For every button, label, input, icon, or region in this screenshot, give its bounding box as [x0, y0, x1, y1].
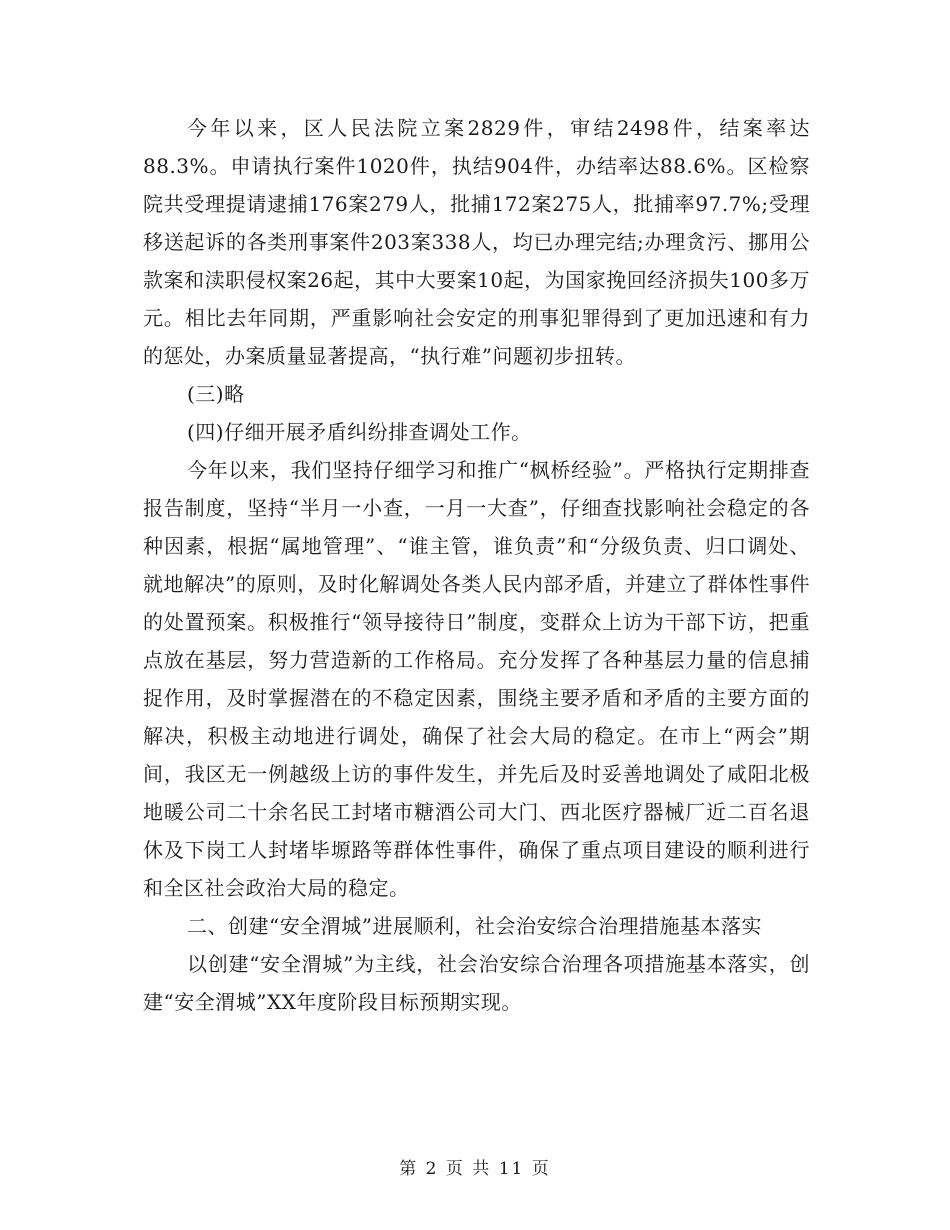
paragraph-section-two-heading: 二、创建“安全渭城”进展顺利，社会治安综合治理措施基本落实 — [187, 914, 762, 938]
paragraph-section-four-heading: (四)仔细开展矛盾纠纷排查调处工作。 — [187, 420, 532, 444]
paragraph-safe-weicheng: 以创建“安全渭城”为主线，社会治安综合治理各项措施基本落实，创建“安全渭城”XX年度阶段目标预期实现。 — [143, 952, 810, 1014]
paragraph-court-statistics: 今年以来，区人民法院立案2829件，审结2498件，结案率达88.3%。申请执行案件1020件，执结904件，办结率达88.6%。区检察院共受理提请逮捕176案279人，批捕172案275人，批捕率97.7%;受理移送起诉的各类刑事案件203案338人，均已办理完结;办理贪污、挪用公款案和渎职侵权案26起，其中大要案10起，为国家挽回经济损失100多万元。相比去年同期，严重影响社会安定的刑事犯罪得到了更加迅速和有力的惩处，办案质量显著提高，“执行难”问题初步扭转。 — [143, 116, 810, 368]
paragraph-dispute-mediation: 今年以来，我们坚持仔细学习和推广“枫桥经验”。严格执行定期排查报告制度，坚持“半月一小查，一月一大查”，仔细查找影响社会稳定的各种因素，根据“属地管理”、“谁主管，谁负责”和“分级负责、归口调处、就地解决”的原则，及时化解调处各类人民内部矛盾，并建立了群体性事件的处置预案。积极推行“领导接待日”制度，变群众上访为干部下访，把重点放在基层，努力营造新的工作格局。充分发挥了各种基层力量的信息捕捉作用，及时掌握潜在的不稳定因素，围绕主要矛盾和矛盾的主要方面的解决，积极主动地进行调处，确保了社会大局的稳定。在市上“两会”期间，我区无一例越级上访的事件发生，并先后及时妥善地调处了咸阳北极地暖公司二十余名民工封堵市糖酒公司大门、西北医疗器械厂近二百名退休及下岗工人封堵毕塬路等群体性事件，确保了重点项目建设的顺利进行和全区社会政治大局的稳定。 — [143, 458, 810, 900]
paragraph-section-three: (三)略 — [187, 382, 245, 406]
page-number-footer: 第 2 页 共 11 页 — [399, 1159, 551, 1179]
document-body — [143, 109, 810, 1021]
